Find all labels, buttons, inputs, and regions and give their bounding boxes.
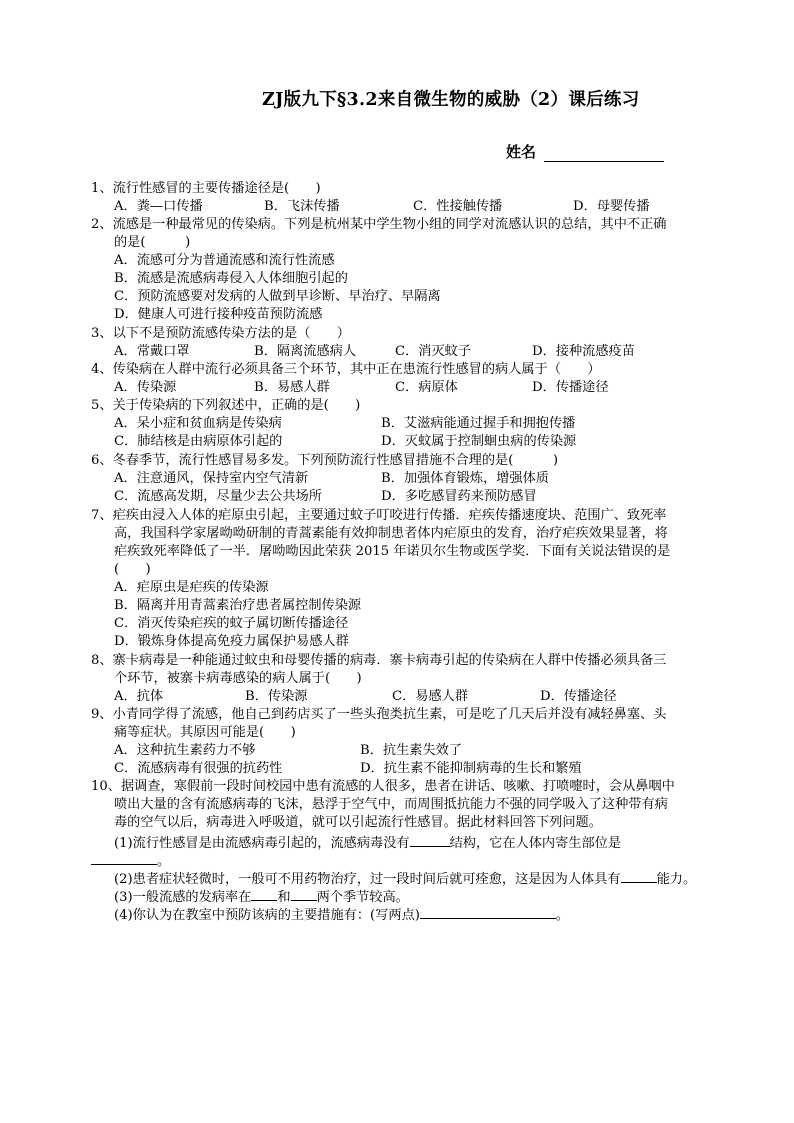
q8-stem-line1: 8、寨卡病毒是一种能通过蚊虫和母婴传播的病毒．寨卡病毒引起的传染病在人群中传播必须具备三 (91, 653, 667, 668)
q2-option-b: B．流感是流感病毒侵入人体细胞引起的 (114, 271, 348, 286)
q7-stem-line4: ( ) (114, 562, 151, 577)
q10-part4-blank[interactable] (420, 905, 556, 919)
q7-option-b: B．隔离并用青蒿素治疗患者属控制传染源 (114, 598, 362, 613)
q2-option-c: C．预防流感要对发病的人做到早诊断、早治疗、早隔离 (114, 289, 441, 304)
q2-stem-line1: 2、流感是一种最常见的传染病。下列是杭州某中学生物小组的同学对流感认识的总结，其中不正确 (91, 217, 667, 232)
q10-part1-cont (91, 851, 170, 871)
q10-part1-text-b: 结构，它在人体内寄生部位是 (449, 836, 622, 851)
q10-part2-blank[interactable] (621, 869, 657, 883)
q7-option-d: D．锻炼身体提高免疫力属保护易感人群 (114, 634, 349, 649)
q9-option-d: D．抗生素不能抑制病毒的生长和繁殖 (360, 761, 582, 776)
q9-stem-line2: 痛等症状。其原因可能是( ) (114, 725, 296, 740)
name-field (506, 141, 664, 162)
q3-option-c: C．消灭蚊子 (395, 344, 472, 359)
q10-part4-text-a: (4)你认为在教室中预防该病的主要措施有：(写两点) (114, 908, 420, 923)
q10-part3 (114, 887, 409, 907)
q3-stem: 3、以下不是预防流感传染方法的是（ ） (91, 326, 350, 341)
q6-option-b: B．加强体育锻炼，增强体质 (381, 471, 549, 486)
q10-part3-text-c: 两个季节较高。 (316, 890, 409, 905)
q10-part2-text-a: (2)患者症状轻微时，一般可不用药物治疗，过一段时间后就可痊愈，这是因为人体具有 (114, 872, 621, 887)
q10-part1-blank-site[interactable] (91, 851, 157, 865)
name-blank-line[interactable] (544, 147, 664, 162)
q10-part3-blank-1[interactable] (251, 887, 277, 901)
q6-option-c: C．流感高发期，尽量少去公共场所 (114, 489, 322, 504)
q5-option-a: A．呆小症和贫血病是传染病 (114, 416, 282, 431)
q7-option-c: C．消灭传染疟疾的蚊子属切断传播途径 (114, 616, 349, 631)
q10-part3-text-a: (3)一般流感的发病率在 (114, 890, 252, 905)
q2-option-a: A．流感可分为普通流感和流行性流感 (114, 253, 335, 268)
q8-option-d: D．传播途径 (540, 689, 617, 704)
q6-stem: 6、冬春季节，流行性感冒易多发。下列预防流行性感冒措施不合理的是( ) (91, 453, 559, 468)
q10-part3-text-b: 和 (277, 890, 291, 905)
q4-stem: 4、传染病在人群中流行必须具备三个环节，其中正在患流行性感冒的病人属于（ ） (91, 362, 601, 377)
q10-part1-text-a: (1)流行性感冒是由流感病毒引起的，流感病毒没有 (114, 836, 410, 851)
q1-stem: 1、流行性感冒的主要传播途径是( ) (91, 181, 321, 196)
q9-option-a: A．这种抗生素药力不够 (114, 743, 256, 758)
q4-option-b: B．易感人群 (254, 380, 330, 395)
q1-option-d: D．母婴传播 (573, 199, 650, 214)
q1-option-a: A．粪—口传播 (114, 199, 203, 214)
q1-option-b: B．飞沫传播 (264, 199, 340, 214)
q10-part4 (114, 905, 569, 925)
q8-option-a: A．抗体 (114, 689, 164, 704)
q10-part1-text-c: 。 (157, 854, 171, 869)
q10-part2 (114, 869, 696, 889)
q4-option-a: A．传染源 (114, 380, 177, 395)
q6-option-d: D．多吃感冒药来预防感冒 (381, 489, 537, 504)
q8-option-c: C．易感人群 (392, 689, 469, 704)
page-title: ZJ版九下§3.2来自微生物的威胁（2）课后练习 (262, 90, 640, 110)
q7-stem-line2: 高，我国科学家屠呦呦研制的青蒿素能有效抑制患者体内疟原虫的发育，治疗疟疾效果显著，将 (114, 526, 668, 541)
q10-stem-line2: 喷出大量的含有流感病毒的飞沫，悬浮于空气中，而周围抵抗能力不强的同学吸入了这种带有病 (114, 797, 668, 812)
q3-option-d: D．接种流感疫苗 (532, 344, 635, 359)
q6-option-a: A．注意通风，保持室内空气清新 (114, 471, 309, 486)
q5-option-d: D．灭蚊属于控制蛔虫病的传染源 (381, 434, 577, 449)
q9-option-c: C．流感病毒有很强的抗药性 (114, 761, 283, 776)
q4-option-d: D．传播途径 (532, 380, 609, 395)
q2-option-d: D．健康人可进行接种疫苗预防流感 (114, 307, 323, 322)
q4-option-c: C．病原体 (395, 380, 458, 395)
q8-stem-line2: 个环节，被寨卡病毒感染的病人属于( ) (114, 671, 362, 686)
q7-option-a: A．疟原虫是疟疾的传染源 (114, 580, 269, 595)
q9-option-b: B．抗生素失效了 (360, 743, 463, 758)
q10-part3-blank-2[interactable] (291, 887, 317, 901)
q10-part2-text-b: 能力。 (656, 872, 697, 887)
q5-option-b: B．艾滋病能通过握手和拥抱传播 (381, 416, 576, 431)
q2-stem-line2: 的是( ) (114, 235, 191, 250)
q1-option-c: C．性接触传播 (413, 199, 503, 214)
q10-stem-line3: 毒的空气以后，病毒进入呼吸道，就可以引起流行性感冒。据此材料回答下列问题。 (114, 815, 602, 830)
q3-option-a: A．常戴口罩 (114, 344, 190, 359)
q7-stem-line1: 7、疟疾由浸入人体的疟原虫引起，主要通过蚊子叮咬进行传播．疟疾传播速度块、范围广、致死率 (91, 508, 667, 523)
q10-part1 (114, 833, 621, 853)
q3-option-b: B．隔离流感病人 (254, 344, 357, 359)
name-label: 姓名 (506, 143, 537, 161)
q5-stem: 5、关于传染病的下列叙述中，正确的是( ) (91, 398, 361, 413)
q8-option-b: B．传染源 (245, 689, 308, 704)
q10-stem-line1: 10、据调查，寒假前一段时间校园中患有流感的人很多，患者在讲话、咳嗽、打喷嚏时，会从鼻咽中 (91, 779, 675, 794)
q9-stem-line1: 9、小青同学得了流感，他自己到药店买了一些头孢类抗生素，可是吃了几天后并没有减轻鼻塞、头 (91, 707, 667, 722)
q5-option-c: C．肺结核是由病原体引起的 (114, 434, 283, 449)
q10-part4-text-b: 。 (555, 908, 570, 923)
q10-part1-blank-structure[interactable] (410, 833, 450, 847)
q7-stem-line3: 疟疾致死率降低了一半．屠呦呦因此荣获 2015 年诺贝尔生物或医学奖．下面有关说法错误的是 (114, 544, 671, 559)
